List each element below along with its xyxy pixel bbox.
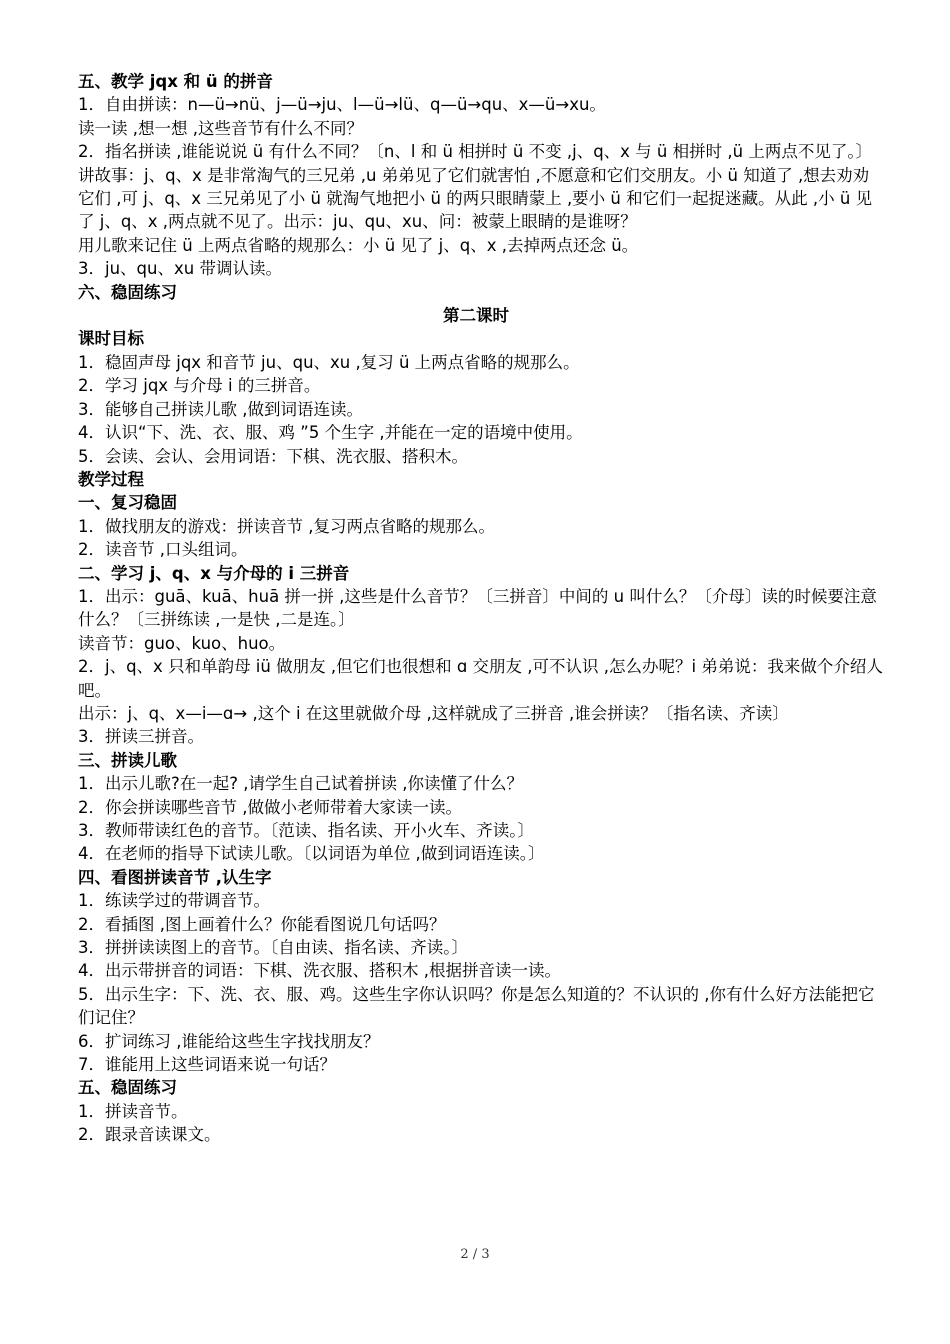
- paragraph: 1．稳固声母 jqx 和音节 ju、qu、xu ,复习 ü 上两点省略的规那么。: [78, 352, 580, 372]
- document-body: [68, 70, 884, 1147]
- paragraph: 2．读音节 ,口头组词。: [78, 540, 248, 560]
- paragraph: 3．拼拼读读图上的音节。〔自由读、指名读、齐读。〕: [78, 938, 468, 958]
- page-number: 2 / 3: [460, 1247, 490, 1262]
- paragraph: 1．练读学过的带调音节。: [78, 891, 270, 911]
- paragraph: 1．拼读音节。: [78, 1101, 188, 1121]
- paragraph: 1．做找朋友的游戏：拼读音节 ,复习两点省略的规那么。: [78, 516, 495, 536]
- paragraph: 出示：j、q、x—i—ɑ→ ,这个 i 在这里就做介母 ,这样就成了三拼音 ,谁会拼读？〔指名读、齐读〕: [78, 703, 789, 723]
- paragraph: 5．出示生字：下、洗、衣、服、鸡。这些生字你认识吗？你是怎么知道的？不认识的 ,你有什么好方法能把它们记住？: [78, 984, 875, 1028]
- paragraph: 1．出示：guā、kuā、huā 拼一拼 ,这些是什么音节？〔三拼音〕中间的 u 叫什么？〔介母〕读的时候要注意什么？〔三拼练读 ,一是快 ,二是连。〕: [78, 586, 877, 630]
- paragraph: 3．ju、qu、xu 带调认读。: [78, 259, 282, 279]
- section-heading: 四、看图拼读音节 ,认生字: [78, 867, 272, 887]
- paragraph: 讲故事：j、q、x 是非常淘气的三兄弟 ,u 弟弟见了它们就害怕 ,不愿意和它们交朋友。小 ü 知道了 ,想去劝劝它们 ,可 j、q、x 三兄弟见了小 ü 就淘气地把小 ü 的两只眼睛蒙上 ,要小 ü 和它们一起捉迷藏。从此 ,小 ü 见了 j、q、x ,两点就不见了。出示：ju、qu、xu、问：被蒙上眼睛的是谁呀？: [78, 165, 873, 232]
- paragraph: 2．学习 jqx 与介母 i 的三拼音。: [78, 376, 321, 396]
- section-heading: 一、复习稳固: [78, 493, 177, 513]
- section-heading: 教学过程: [78, 469, 144, 489]
- paragraph: 2．跟录音读课文。: [78, 1125, 221, 1145]
- section-heading: 三、拼读儿歌: [78, 750, 177, 770]
- section-heading: 六、稳固练习: [78, 282, 177, 302]
- paragraph: 2．你会拼读哪些音节 ,做做小老师带着大家读一读。: [78, 797, 462, 817]
- paragraph: 1．自由拼读：n—ü→nü、j—ü→ju、l—ü→lü、q—ü→qu、x—ü→xu。: [78, 95, 606, 115]
- paragraph: 4．出示带拼音的词语：下棋、洗衣服、搭积木 ,根据拼音读一读。: [78, 961, 561, 981]
- section-heading: 五、教学 jqx 和 ü 的拼音: [78, 72, 273, 91]
- paragraph: 4．认识“下、洗、衣、服、鸡 ”5 个生字 ,并能在一定的语境中使用。: [78, 423, 583, 443]
- paragraph: 用儿歌来记住 ü 上两点省略的规那么：小 ü 见了 j、q、x ,去掉两点还念 ü。: [78, 235, 639, 255]
- paragraph: 读一读 ,想一想 ,这些音节有什么不同？: [78, 118, 363, 138]
- paragraph: 5．会读、会认、会用词语：下棋、洗衣服、搭积木。: [78, 446, 468, 466]
- section-heading: 五、稳固练习: [78, 1078, 177, 1098]
- paragraph: 2．j、q、x 只和单韵母 iü 做朋友 ,但它们也很想和 ɑ 交朋友 ,可不认识 ,怎么办呢？i 弟弟说：我来做个介绍人吧。: [78, 657, 883, 700]
- paragraph: 3．拼读三拼音。: [78, 727, 204, 747]
- paragraph: 4．在老师的指导下试读儿歌。〔以词语为单位 ,做到词语连读。〕: [78, 844, 545, 864]
- paragraph: 2．看插图 ,图上画着什么？你能看图说几句话吗？: [78, 914, 446, 934]
- paragraph: 读音节：guo、kuo、huo。: [78, 633, 286, 653]
- section-heading: 二、学习 j、q、x 与介母的 i 三拼音: [78, 563, 350, 583]
- paragraph: 2．指名拼读 ,谁能说说 ü 有什么不同？〔n、l 和 ü 相拼时 ü 不变 ,j、q、x 与 ü 相拼时 ,ü 上两点不见了。〕: [78, 142, 873, 162]
- section-heading: 课时目标: [78, 329, 144, 349]
- paragraph: 6．扩词练习 ,谁能给这些生字找找朋友？: [78, 1031, 380, 1051]
- paragraph: 1．出示儿歌?在一起? ,请学生自己试着拼读 ,你读懂了什么？: [78, 774, 523, 794]
- paragraph: 3．能够自己拼读儿歌 ,做到词语连读。: [78, 399, 363, 419]
- paragraph: 3．教师带读红色的音节。〔范读、指名读、开小火车、齐读。〕: [78, 821, 534, 840]
- lesson-title: 第二课时: [443, 306, 509, 326]
- paragraph: 7．谁能用上这些词语来说一句话？: [78, 1055, 336, 1075]
